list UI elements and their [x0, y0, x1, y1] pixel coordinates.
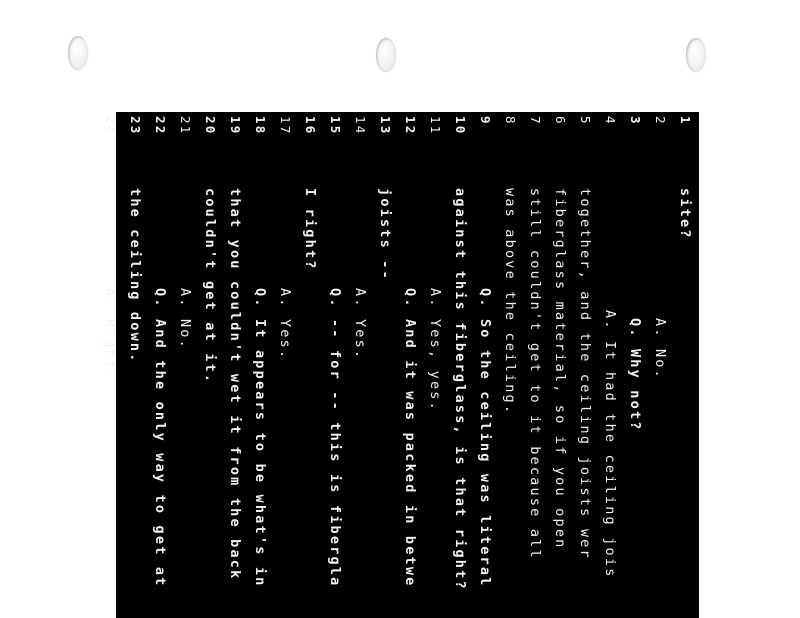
punch-hole-left — [68, 36, 88, 70]
line-number: 14 — [353, 116, 368, 136]
line-number: 1 — [678, 116, 693, 126]
transcript-line — [148, 112, 172, 618]
line-number: 6 — [553, 116, 568, 126]
transcript-page — [102, 112, 699, 618]
line-text: that you couldn't wet it from the back — [227, 188, 243, 581]
transcript-lines — [102, 112, 699, 618]
transcript-line — [598, 112, 622, 618]
transcript-line — [448, 112, 472, 618]
line-text: was above the ceiling. — [502, 188, 518, 416]
transcript-line — [573, 112, 597, 618]
transcript-line — [323, 112, 347, 618]
line-text: Q. And the only way to get at — [152, 288, 168, 588]
punch-hole-right — [686, 38, 706, 72]
line-number: 12 — [403, 116, 418, 136]
line-number: 9 — [478, 116, 493, 126]
transcript-line — [298, 112, 322, 618]
transcript-line — [373, 112, 397, 618]
line-text: the ceiling down. — [127, 188, 143, 364]
line-text: A. Yes. — [277, 288, 293, 361]
line-number: 5 — [578, 116, 593, 126]
transcript-line — [498, 112, 522, 618]
punch-hole-center — [376, 38, 396, 72]
line-number: 20 — [203, 116, 218, 136]
line-text: A. It had the ceiling jois — [602, 310, 618, 579]
line-number: 4 — [603, 116, 618, 126]
line-text: Q. Why not? — [627, 318, 643, 432]
line-number: 15 — [328, 116, 343, 136]
line-text: A. Right. — [102, 288, 118, 381]
line-text: fiberglass material, so if you open — [552, 188, 568, 550]
transcript-line — [273, 112, 297, 618]
line-number: 16 — [303, 116, 318, 136]
transcript-line — [198, 112, 222, 618]
line-text: couldn't get at it. — [202, 188, 218, 385]
line-text: Q. -- for -- this is fibergla — [327, 288, 343, 588]
line-text: A. Yes, yes. — [427, 288, 443, 412]
transcript-line — [673, 112, 697, 618]
line-number: 23 — [128, 116, 143, 136]
line-text: Q. So the ceiling was literal — [477, 288, 493, 588]
line-number: 10 — [453, 116, 468, 136]
line-text: joists -- — [377, 188, 393, 281]
transcript-line — [423, 112, 447, 618]
line-number: 19 — [228, 116, 243, 136]
line-number: 11 — [428, 116, 443, 136]
transcript-line — [398, 112, 422, 618]
transcript-line — [548, 112, 572, 618]
line-number: 2 — [653, 116, 668, 126]
transcript-line — [223, 112, 247, 618]
line-number: 21 — [178, 116, 193, 136]
line-number: 8 — [503, 116, 518, 126]
line-text: A. No. — [177, 288, 193, 350]
line-text: against this fiberglass, is that right? — [452, 188, 468, 591]
transcript-line — [248, 112, 272, 618]
line-text: I right? — [302, 188, 318, 271]
transcript-line — [623, 112, 647, 618]
line-text: still couldn't get to it because all — [527, 188, 543, 560]
transcript-line — [98, 112, 122, 618]
line-text: Q. It appears to be what's in — [252, 288, 268, 588]
line-text: site? — [677, 188, 693, 240]
line-number: 17 — [278, 116, 293, 136]
line-text: A. Yes. — [352, 288, 368, 361]
transcript-line — [523, 112, 547, 618]
line-number: 3 — [628, 116, 643, 126]
line-number: 22 — [153, 116, 168, 136]
line-number: 18 — [253, 116, 268, 136]
line-text: Q. And it was packed in betwe — [402, 288, 418, 588]
line-number: 13 — [378, 116, 393, 136]
line-text: A. No. — [652, 318, 668, 380]
transcript-line — [473, 112, 497, 618]
line-number: 24 — [103, 116, 118, 136]
transcript-line — [173, 112, 197, 618]
transcript-line — [348, 112, 372, 618]
transcript-line — [648, 112, 672, 618]
line-text: together, and the ceiling joists wer — [577, 188, 593, 560]
transcript-line — [123, 112, 147, 618]
line-number: 7 — [528, 116, 543, 126]
